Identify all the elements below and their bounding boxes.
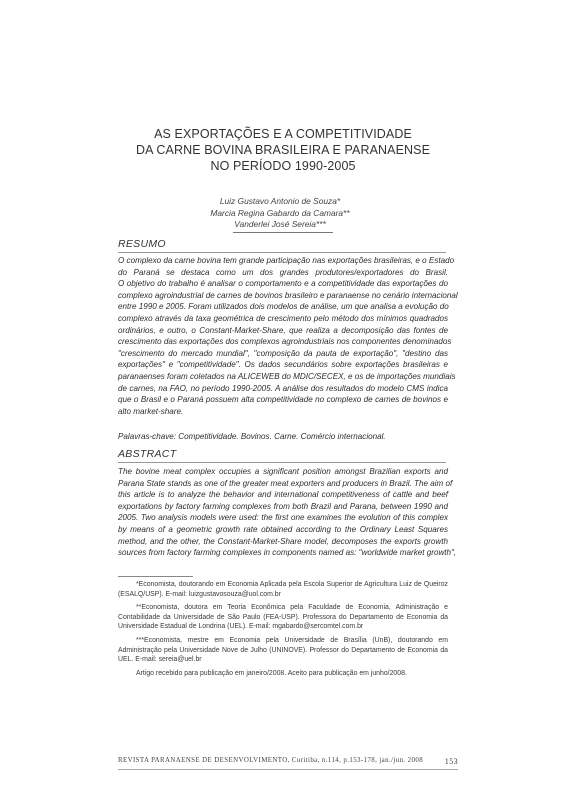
footnote: ***Economista, mestre em Economia pela Universidade de Brasília (UnB), doutorando em Administração pela Universidade Nove de Julho (UNINOVE). Professor do Departamento de Economia da UEL. E-mail: sereia@uel.br [118,636,448,664]
abstract-line: this article is to analyze the behavior and international competitiveness of cattle and beef [118,490,448,500]
abstract-line: by means of a geometric growth rate obtained according to the Ordinary Least Squares [118,524,448,534]
page-number: 153 [444,757,458,766]
footnote: **Economista, doutora em Teoria Econômica pela Faculdade de Economia, Administração e Contabilidade da Universidade de São Paulo (FEA-USP). Professora do Departamento de Economia da Universidade Estadual de Londrina (UEL). E-mail: mgabardo@sercomtel.com.br [118,604,448,631]
keywords: Palavras-chave: Competitividade. Bovinos. Carne. Comércio internacional. [118,432,386,441]
resumo-line: de carnes, na FAO, no período 1990-2005. A análise dos resultados do modelo CMS indica [118,383,448,393]
resumo-line: alto market-share. [118,406,184,416]
resumo-line: do Paraná se destaca como um dos grandes produtores/exportadores do Brasil. [118,267,448,277]
author-name: Vanderlei José Sereia*** [234,219,326,229]
footnote: *Economista, doutorando em Economia Aplicada pela Escola Superior de Agricultura Luiz de Queiroz (ESALQ/USP). E-mail: luizgustavosouza@uol.com.br [118,581,448,598]
resumo-line: exportações" e "competitividade". Os dados secundários sobre exportações brasileiras e [118,360,448,370]
section-divider [118,252,446,253]
title-line: DA CARNE BOVINA BRASILEIRA E PARANAENSE [135,143,431,157]
article-title [118,126,448,174]
abstract-line: Parana State stands as one of the greater meat exporters and producers in Brazil. The aim of [118,478,453,488]
section-divider [118,462,446,463]
resumo-heading [118,238,446,253]
author-divider [233,232,333,233]
title-line: NO PERÍODO 1990-2005 [210,159,356,173]
resumo-line: "crescimento do mercado mundial", "composição da pauta de exportação", "destino das [118,348,448,358]
resumo-line: crescimento das exportações dos complexos agroindustriais nos componentes denominados [118,337,452,347]
resumo-line: O objetivo do trabalho é analisar o comportamento e a competitividade das exportações do [118,279,448,289]
resumo-line: entre 1990 e 2005. Foram utilizados dois modelos de análise, um que analisa a evolução do [118,302,449,312]
resumo-line: paranaenses foram coletados na ALICEWEB do MDIC/SECEX, e os de importações mundiais [118,371,456,381]
abstract-line: The bovine meat complex occupies a significant position amongst Brazilian exports and [118,467,448,476]
author-name: Luiz Gustavo Antonio de Souza* [219,196,341,206]
resumo-line: complexo agroindustrial de carnes de bovinos brasileiro e paranaense no cenário internacional [118,290,458,300]
abstract-line: method, and the other, the Constant-Market-Share model, decomposes the exports growth [118,536,448,546]
resumo-line: que o Brasil e o Paraná possuem alta competitividade no complexo de carnes de bovinos e [118,395,448,405]
resumo-line: O complexo da carne bovina tem grande participação nas exportações brasileiras, e o Estado [118,256,455,265]
received-note: Artigo recebido para publicação em janeiro/2008. Aceito para publicação em junho/2008. [136,669,407,677]
abstract-body [118,466,457,559]
author-list [150,196,410,231]
resumo-heading-text: RESUMO [118,238,166,250]
footnote-divider [118,576,193,577]
journal-citation: REVISTA PARANAENSE DE DESENVOLVIMENTO, Curitiba, n.114, p.153-178, jan./jun. 2008 [118,757,424,764]
resumo-line: complexo através da taxa geométrica de crescimento pelo método dos mínimos quadrados [118,313,448,323]
resumo-line: ordinários, e outro, o Constant-Market-Share, que realiza a decomposição das fontes de [118,325,448,335]
abstract-line: sources from factory farming complexes in components named as: "worldwide market growth", [118,548,457,558]
author-name: Marcia Regina Gabardo da Camara** [210,207,350,218]
footnotes [118,580,448,682]
abstract-line: exportations by factory farming complexes from both Brazil and Parana, between 1990 and [118,501,448,511]
footer-divider [118,769,458,770]
abstract-heading-text: ABSTRACT [118,448,177,460]
abstract-heading [118,448,446,463]
title-line: AS EXPORTAÇÕES E A COMPETITIVIDADE [154,127,412,141]
abstract-line: 2005. Two analysis models were used: the first one examines the evolution of this complex [118,513,448,523]
resumo-body [118,255,458,417]
page-footer [118,757,458,764]
